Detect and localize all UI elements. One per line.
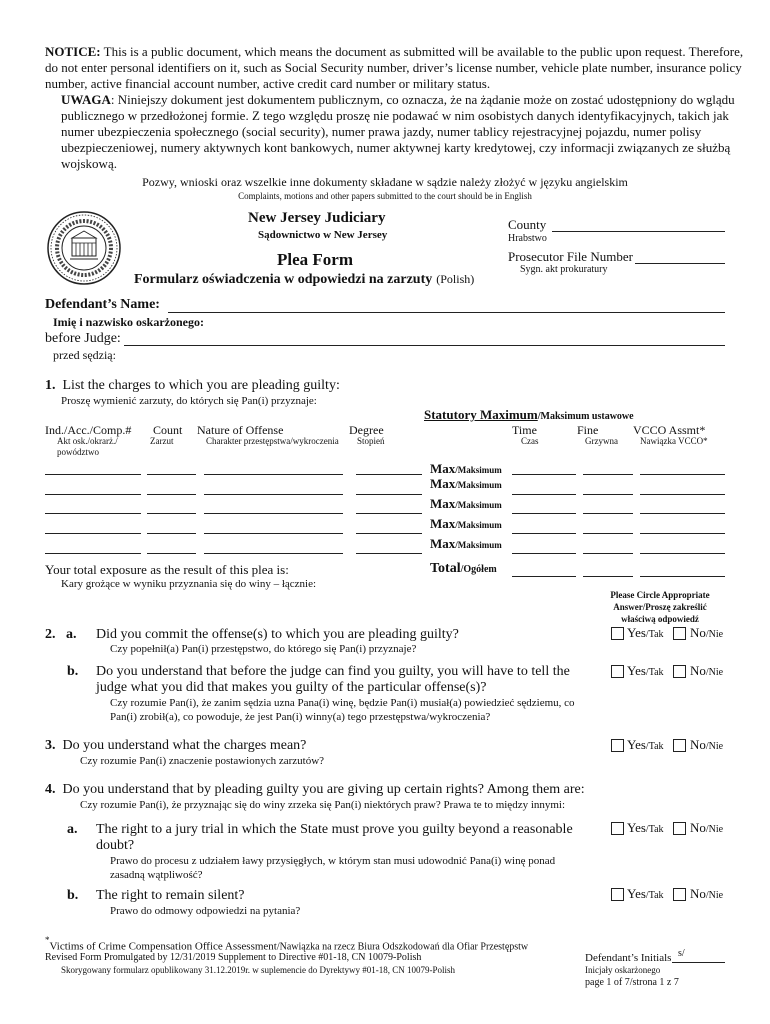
- col-ind: Ind./Acc./Comp.#: [45, 423, 132, 437]
- col-time-pl: Czas: [521, 436, 539, 446]
- q2a-no: [690, 625, 723, 641]
- nature-field[interactable]: [204, 494, 343, 495]
- defendant-initials-label: Defendant’s Initials: [585, 952, 672, 964]
- yes-text-pl: /Tak: [645, 629, 664, 640]
- notice-en-3: number, active financial account number, active credit card number or military status.: [45, 76, 491, 91]
- yes-text: Yes: [627, 886, 646, 901]
- q4-number: 4.: [45, 782, 56, 797]
- count-field[interactable]: [147, 553, 196, 554]
- q4b-yes-checkbox[interactable]: [611, 888, 624, 901]
- total-exposure-label: Your total exposure as the result of this plea is:: [45, 562, 289, 577]
- col-time: Time: [512, 423, 537, 437]
- english-requirement-pl: Pozwy, wnioski oraz wszelkie inne dokumenty składane w sądzie należy złożyć w języku angielskim: [142, 175, 628, 189]
- no-text: No: [690, 663, 706, 678]
- circle-instruction-3: właściwą odpowiedź: [621, 614, 699, 624]
- prosecutor-file-field[interactable]: [635, 263, 725, 264]
- degree-field[interactable]: [356, 533, 422, 534]
- count-field[interactable]: [147, 474, 196, 475]
- max-label: [430, 496, 502, 512]
- no-text-pl: /Nie: [705, 824, 724, 835]
- q1-text-pl: Proszę wymienić zarzuty, do których się Pan(i) przyznaje:: [61, 395, 317, 407]
- max-label: [430, 461, 502, 477]
- q2a-line: [45, 627, 77, 643]
- no-text-pl: /Nie: [705, 629, 724, 640]
- nj-judiciary-seal: [46, 210, 122, 286]
- q2b-text-pl-2: Pan(i) zrobił(a), co powoduje, że jest Pan(i) winny(a) tego przestępstwa/wykroczenia?: [110, 711, 491, 723]
- fine-field[interactable]: [583, 553, 633, 554]
- yes-text-pl: /Tak: [645, 890, 664, 901]
- q4a-label: a.: [67, 822, 78, 837]
- q4a-text-pl-2: zasadną wątpliwość?: [110, 869, 203, 881]
- nature-field[interactable]: [204, 533, 343, 534]
- yes-text-pl: /Tak: [645, 824, 664, 835]
- max-text-pl: /Maksimum: [455, 500, 502, 510]
- q3-no-checkbox[interactable]: [673, 739, 686, 752]
- q4-line: [45, 782, 585, 798]
- max-label: [430, 476, 502, 492]
- col-fine-pl: Grzywna: [585, 436, 618, 446]
- vcco-field[interactable]: [640, 513, 725, 514]
- ind-field[interactable]: [45, 513, 141, 514]
- q4a-text-2: doubt?: [96, 838, 135, 853]
- q2b-yes-checkbox[interactable]: [611, 665, 624, 678]
- time-field[interactable]: [512, 474, 576, 475]
- q1-text: List the charges to which you are pleading guilty:: [62, 378, 340, 393]
- q4a-yes-checkbox[interactable]: [611, 822, 624, 835]
- judge-field[interactable]: [124, 345, 725, 346]
- no-text-pl: /Nie: [705, 741, 724, 752]
- no-text: No: [690, 737, 706, 752]
- total-exposure-label-pl: Kary grożące w wyniku przyznania się do winy – łącznie:: [61, 578, 317, 590]
- max-text: Max: [430, 496, 456, 511]
- no-text: No: [690, 625, 706, 640]
- col-count: Count: [153, 423, 183, 437]
- q4b-no: [690, 886, 723, 902]
- q4a-no-checkbox[interactable]: [673, 822, 686, 835]
- col-ind-pl2: powództwo: [57, 447, 99, 457]
- q2b-text-pl-1: Czy rozumie Pan(i), że zanim sędzia uzna Pana(i) winę, będzie Pan(i) musiał(a) powiedzieć sędziemu, co: [110, 697, 575, 709]
- q1-number: 1.: [45, 378, 56, 393]
- count-field[interactable]: [147, 494, 196, 495]
- q2a-text-pl: Czy popełnił(a) Pan(i) przestępstwo, do którego się Pan(i) przyznaje?: [110, 643, 417, 655]
- judge-label: before Judge:: [45, 331, 121, 346]
- col-nature-pl: Charakter przestępstwa/wykroczenia: [206, 436, 339, 446]
- uwaga-label: UWAGA: [61, 92, 111, 107]
- prosecutor-file-label-pl: Sygn. akt prokuratury: [520, 264, 608, 275]
- col-nature: Nature of Offense: [197, 423, 284, 437]
- q2b-text-1: Do you understand that before the judge can find you guilty, you will have to tell the: [96, 664, 570, 679]
- revised-form-note-pl: Skorygowany formularz opublikowany 31.12.2019r. w suplemencie do Dyrektywy #01-18, CN 10079-Polish: [61, 965, 455, 975]
- q4-text-pl: Czy rozumie Pan(i), że przyznając się do winy zrzeka się Pan(i) niektórych praw? Prawa te to między innymi:: [80, 799, 566, 811]
- max-text-pl: /Maksimum: [455, 465, 502, 475]
- vcco-field[interactable]: [640, 494, 725, 495]
- defendant-name-label-pl: Imię i nazwisko oskarżonego:: [53, 315, 204, 329]
- q3-yes: [627, 737, 664, 753]
- q4b-text-pl: Prawo do odmowy odpowiedzi na pytania?: [110, 905, 301, 917]
- total-vcco-field[interactable]: [640, 576, 725, 577]
- notice-pl-line-1: [61, 92, 735, 108]
- time-field[interactable]: [512, 533, 576, 534]
- col-degree-pl: Stopień: [357, 436, 385, 446]
- total-fine-field[interactable]: [583, 576, 633, 577]
- yes-text-pl: /Tak: [645, 741, 664, 752]
- q2a-yes-checkbox[interactable]: [611, 627, 624, 640]
- q2b-label: b.: [67, 664, 79, 679]
- col-ind-pl1: Akt osk./okrarż./: [57, 436, 118, 446]
- total-text-pl: /Ogółem: [460, 564, 497, 575]
- statutory-maximum-heading: [424, 407, 634, 423]
- ind-field[interactable]: [45, 474, 141, 475]
- yes-text: Yes: [627, 820, 646, 835]
- notice-pl-2: publicznego w przedłożonej formie. Z tego względu proszę nie podawać w nim osobistych danych identyfikacyjnych, takich jak: [61, 108, 729, 123]
- notice-pl-3: numer ubezpieczenia społecznego (social security), numer prawa jazdy, numer tablicy rejestracyjnej pojazdu, numer polisy: [61, 124, 702, 139]
- circle-instruction-2: Answer/Proszę zakreślić: [613, 602, 707, 612]
- no-text: No: [690, 886, 706, 901]
- time-field[interactable]: [512, 553, 576, 554]
- victims-text: Victims of Crime Compensation Office Assessment: [49, 940, 277, 953]
- q4a-no: [690, 820, 723, 836]
- q4-text: Do you understand that by pleading guilty you are giving up certain rights? Among them are:: [62, 782, 585, 797]
- circle-instruction-1: Please Circle Appropriate: [610, 590, 710, 600]
- victims-text-pl: /Nawiązka na rzecz Biura Odszkodowań dla Ofiar Przestępstw: [276, 941, 529, 953]
- plea-form-title-pl-line: [134, 270, 474, 288]
- vcco-field[interactable]: [640, 533, 725, 534]
- max-text: Max: [430, 461, 456, 476]
- notice-en-1: This is a public document, which means the document as submitted will be available to the public upon request. Therefore,: [103, 44, 744, 59]
- yes-text: Yes: [627, 737, 646, 752]
- max-text-pl: /Maksimum: [455, 540, 502, 550]
- nature-field[interactable]: [204, 553, 343, 554]
- total-label: [430, 561, 497, 577]
- statutory-maximum-pl: /Maksimum ustawowe: [537, 411, 634, 422]
- q3-no: [690, 737, 723, 753]
- q2a-label: a.: [66, 627, 77, 642]
- total-time-field[interactable]: [512, 576, 576, 577]
- col-vcco-pl: Nawiązka VCCO*: [640, 436, 708, 446]
- max-text: Max: [430, 536, 456, 551]
- max-text-pl: /Maksimum: [455, 520, 502, 530]
- col-vcco: VCCO Assmt*: [633, 423, 706, 437]
- defendant-initials-field[interactable]: [672, 962, 725, 963]
- time-field[interactable]: [512, 494, 576, 495]
- fine-field[interactable]: [583, 494, 633, 495]
- defendant-initials-value: s/: [678, 948, 685, 959]
- q2b-no: [690, 663, 723, 679]
- page-number: page 1 of 7/strona 1 z 7: [585, 977, 679, 988]
- defendant-name-field[interactable]: [168, 312, 725, 313]
- count-field[interactable]: [147, 533, 196, 534]
- vcco-field[interactable]: [640, 553, 725, 554]
- yes-text: Yes: [627, 625, 646, 640]
- nature-field[interactable]: [204, 474, 343, 475]
- degree-field[interactable]: [356, 494, 422, 495]
- q2a-no-checkbox[interactable]: [673, 627, 686, 640]
- time-field[interactable]: [512, 513, 576, 514]
- judge-label-pl: przed sędzią:: [53, 348, 116, 362]
- nature-field[interactable]: [204, 513, 343, 514]
- q2b-no-checkbox[interactable]: [673, 665, 686, 678]
- degree-field[interactable]: [356, 513, 422, 514]
- q4b-text: The right to remain silent?: [96, 888, 245, 903]
- prosecutor-file-label: Prosecutor File Number: [508, 249, 633, 264]
- max-text: Max: [430, 516, 456, 531]
- notice-pl-4: ubezpieczeniowej, numery aktywnych kont bankowych, numer aktywnej karty kredytowej, czy informacji związanych ze służbą: [61, 140, 731, 155]
- defendant-initials-label-pl: Inicjały oskarżonego: [585, 965, 661, 975]
- q4b-no-checkbox[interactable]: [673, 888, 686, 901]
- q3-text-pl: Czy rozumie Pan(i) znaczenie postawionych zarzutów?: [80, 755, 325, 767]
- county-field[interactable]: [552, 231, 725, 232]
- total-text: Total: [430, 561, 461, 576]
- defendant-name-label: Defendant’s Name:: [45, 297, 160, 312]
- max-label: [430, 536, 502, 552]
- no-text-pl: /Nie: [705, 667, 724, 678]
- col-fine: Fine: [577, 423, 599, 437]
- notice-pl-1: : Niniejszy dokument jest dokumentem publicznym, co oznacza, że na żądanie może on zostać udostępniony do wglądu: [110, 92, 735, 107]
- q2a-yes: [627, 625, 664, 641]
- statutory-maximum: Statutory Maximum: [424, 407, 538, 422]
- q3-yes-checkbox[interactable]: [611, 739, 624, 752]
- count-field[interactable]: [147, 513, 196, 514]
- fine-field[interactable]: [583, 533, 633, 534]
- yes-text: Yes: [627, 663, 646, 678]
- q4a-text-1: The right to a jury trial in which the State must prove you guilty beyond a reasonable: [96, 822, 573, 837]
- q3-line: [45, 738, 306, 754]
- plea-form-title-pl: Formularz oświadczenia w odpowiedzi na zarzuty: [134, 272, 433, 287]
- q2b-yes: [627, 663, 664, 679]
- q4b-label: b.: [67, 888, 79, 903]
- q2-number: 2.: [45, 627, 56, 642]
- notice-pl-5: wojskową.: [61, 156, 117, 171]
- q2a-text: Did you commit the offense(s) to which you are pleading guilty?: [96, 627, 459, 642]
- polish-tag: (Polish): [436, 272, 475, 286]
- q1-line: [45, 378, 340, 394]
- max-label: [430, 516, 502, 532]
- footnote-star: *: [45, 935, 50, 945]
- degree-field[interactable]: [356, 553, 422, 554]
- ind-field[interactable]: [45, 533, 141, 534]
- plea-form-title: Plea Form: [277, 250, 353, 269]
- q2b-text-2: judge what you did that makes you guilty of the particular offense(s)?: [96, 680, 487, 695]
- judiciary-title-pl: Sądownictwo w New Jersey: [258, 229, 388, 241]
- vcco-field[interactable]: [640, 474, 725, 475]
- degree-field[interactable]: [356, 474, 422, 475]
- notice-line-1: [45, 44, 743, 60]
- notice-en-2: do not enter personal identifiers on it, such as Social Security number, driver’s license number, vehicle plate number, insurance policy: [45, 60, 742, 75]
- ind-field[interactable]: [45, 553, 141, 554]
- q3-text: Do you understand what the charges mean?: [62, 738, 307, 753]
- max-text-pl: /Maksimum: [455, 480, 502, 490]
- q4a-yes: [627, 820, 664, 836]
- notice-label: NOTICE:: [45, 44, 101, 59]
- english-requirement-en: Complaints, motions and other papers submitted to the court should be in English: [238, 191, 532, 201]
- judiciary-title: New Jersey Judiciary: [248, 210, 386, 226]
- q3-number: 3.: [45, 738, 56, 753]
- county-label: County: [508, 217, 547, 232]
- no-text: No: [690, 820, 706, 835]
- max-text: Max: [430, 476, 456, 491]
- county-label-pl: Hrabstwo: [508, 233, 547, 244]
- q4b-yes: [627, 886, 664, 902]
- col-degree: Degree: [349, 423, 384, 437]
- fine-field[interactable]: [583, 474, 633, 475]
- ind-field[interactable]: [45, 494, 141, 495]
- no-text-pl: /Nie: [705, 890, 724, 901]
- fine-field[interactable]: [583, 513, 633, 514]
- yes-text-pl: /Tak: [645, 667, 664, 678]
- revised-form-note: Revised Form Promulgated by 12/31/2019 Supplement to Directive #01-18, CN 10079-Polish: [45, 952, 422, 963]
- q4a-text-pl-1: Prawo do procesu z udziałem ławy przysięgłych, w którym stan musi udowodnić Pana(i) winę ponad: [110, 855, 556, 867]
- col-count-pl: Zarzut: [150, 436, 174, 446]
